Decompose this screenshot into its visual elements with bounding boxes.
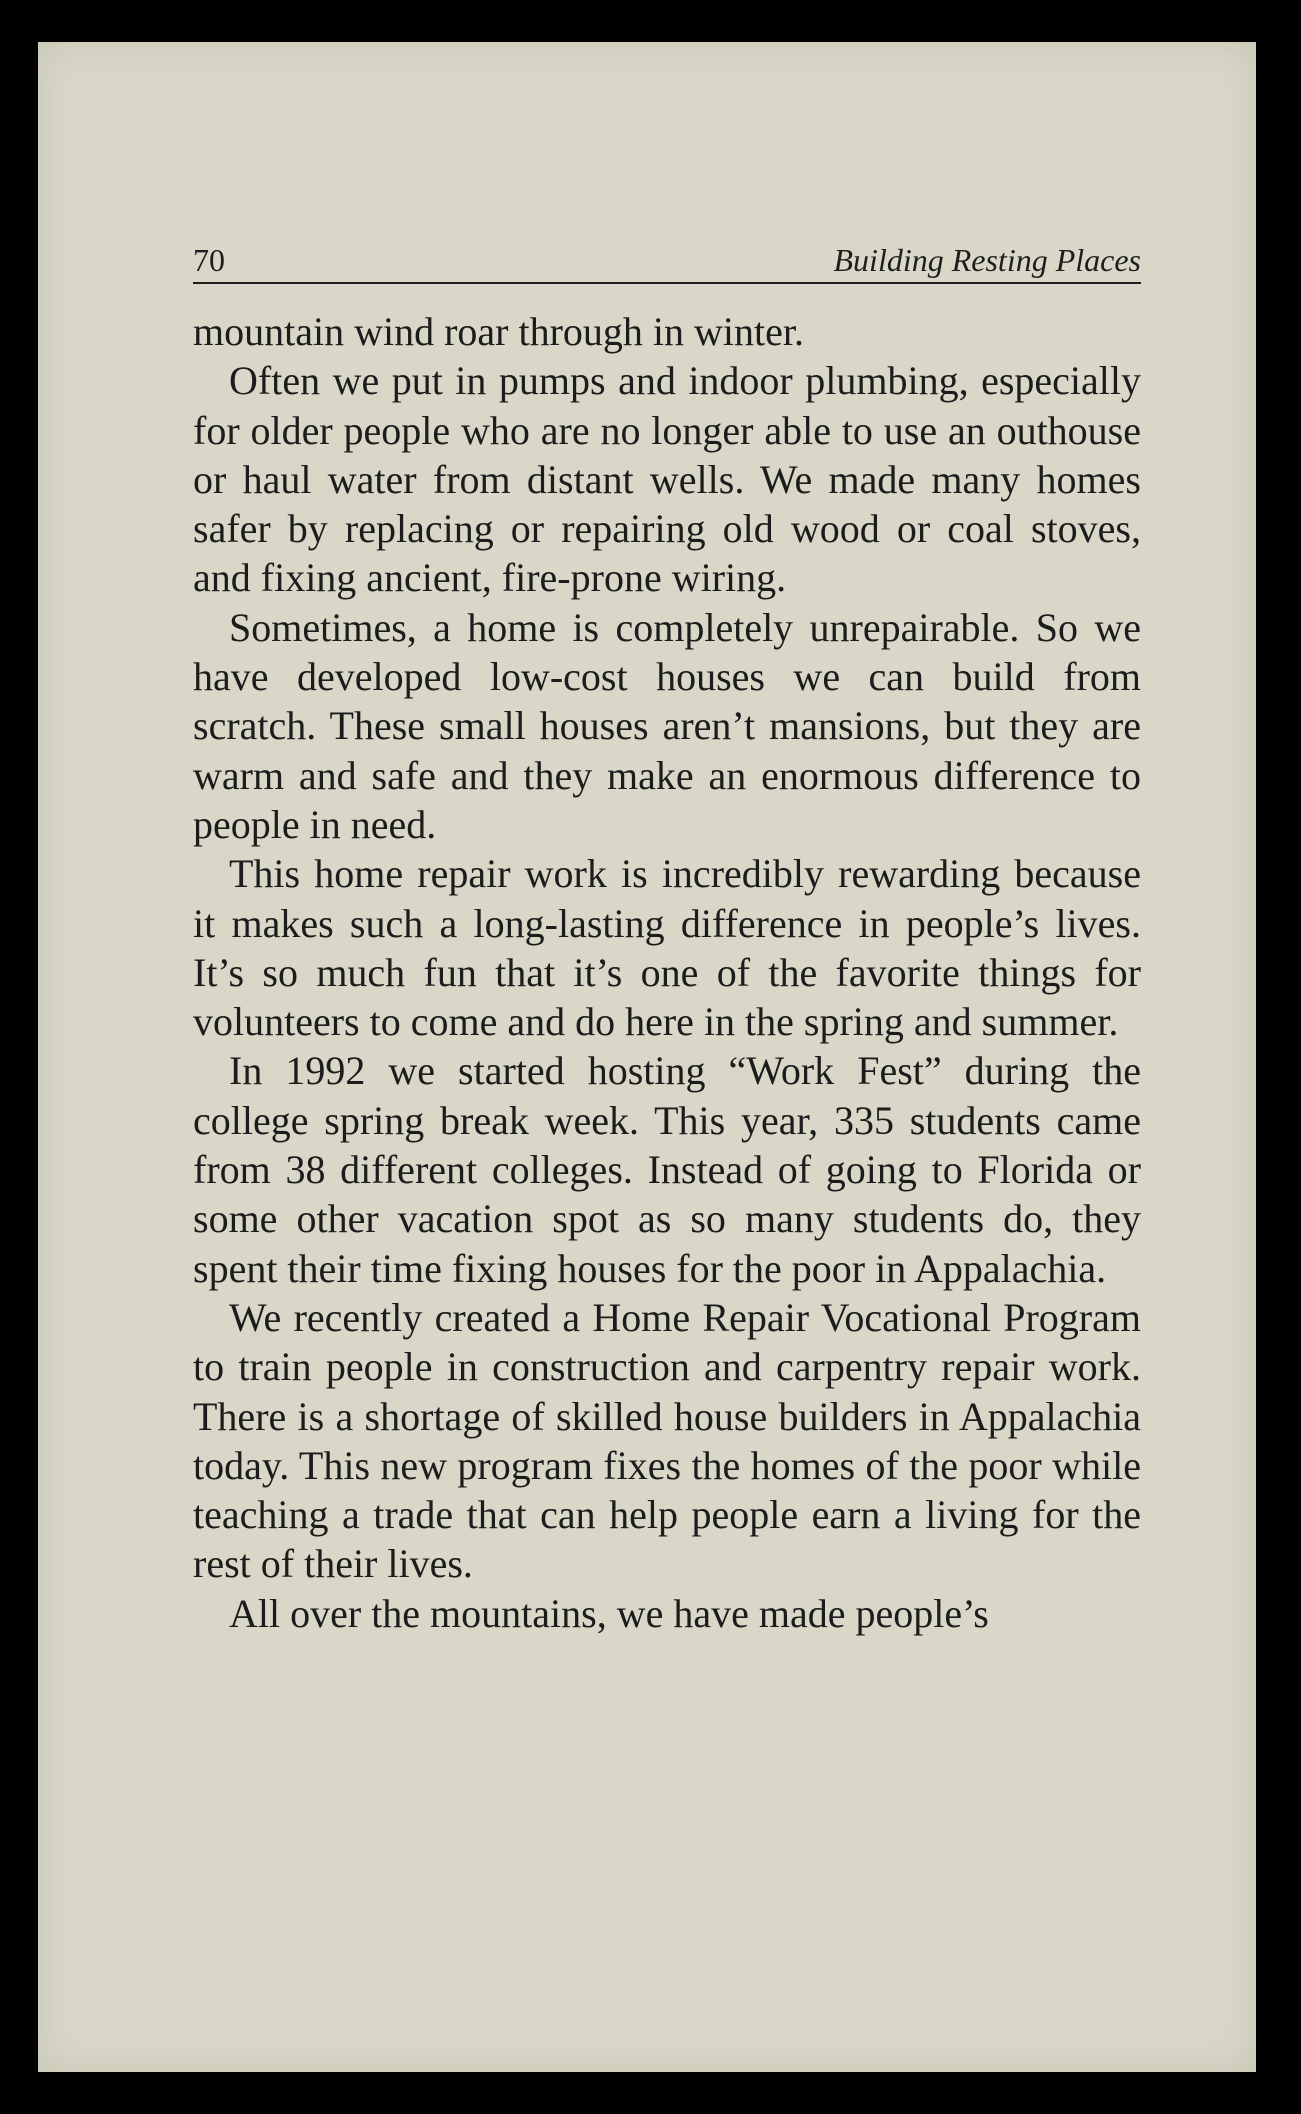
paragraph: Often we put in pumps and indoor plumbing, especially for older people who are no longer able to use an outhouse or haul water from distant wells. We made many homes safer by replacing or repairing old wood or coal stoves, and fixing ancient, fire-prone wiring. bbox=[193, 358, 1141, 601]
paragraph: Sometimes, a home is completely unrepairable. So we have developed low-cost houses we can build from scratch. These small houses aren’t mansions, but they are warm and safe and they make an enormous difference to people in need. bbox=[193, 604, 1141, 847]
paragraph: In 1992 we started hosting “Work Fest” during the college spring break week. This year, 335 students came from 38 different colleges. Instead of going to Florida or some other vacation spot as so many students do, they spent their time fixing houses for the poor in Appalachia. bbox=[193, 1048, 1141, 1291]
running-head: Building Resting Places bbox=[833, 242, 1141, 278]
page-header bbox=[193, 236, 1141, 284]
body-text bbox=[193, 307, 1141, 1638]
paragraph: All over the mountains, we have made people’s bbox=[229, 1590, 989, 1636]
paragraph-continued: mountain wind roar through in winter. bbox=[193, 309, 805, 354]
page-number: 70 bbox=[193, 242, 225, 278]
paragraph: This home repair work is incredibly rewarding because it makes such a long-lasting difference in people’s lives. It’s so much fun that it’s one of the favorite things for volunteers to come and do here in the spring and summer. bbox=[193, 851, 1141, 1045]
paragraph: We recently created a Home Repair Vocational Program to train people in construction and carpentry repair work. There is a shortage of skilled house builders in Appalachia today. This new program fixes the homes of the poor while teaching a trade that can help people earn a living for the rest of their lives. bbox=[193, 1294, 1141, 1587]
